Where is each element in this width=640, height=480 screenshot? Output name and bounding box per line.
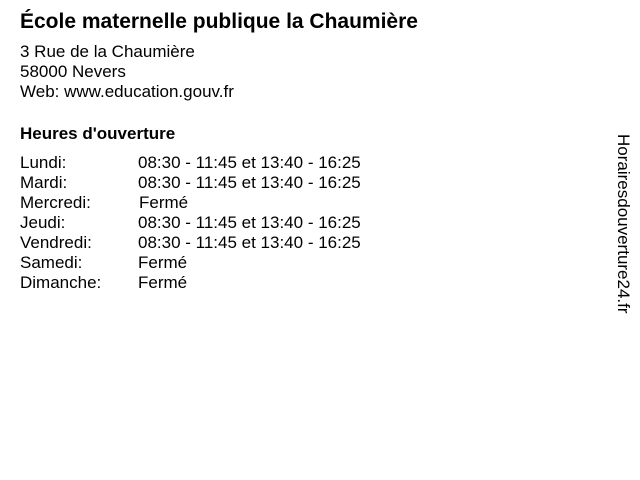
day-label: Mardi: <box>20 173 68 192</box>
website-link[interactable]: Web: www.education.gouv.fr <box>20 82 234 101</box>
day-label: Mercredi: <box>20 193 91 212</box>
day-hours: Fermé <box>139 193 189 212</box>
address-street: 3 Rue de la Chaumière <box>20 42 195 61</box>
site-watermark: Horairesdouverture24.fr <box>614 134 633 314</box>
day-label: Lundi: <box>20 153 67 172</box>
day-hours: 08:30 - 11:45 et 13:40 - 16:25 <box>138 233 361 252</box>
day-label: Samedi: <box>20 253 83 272</box>
day-hours: 08:30 - 11:45 et 13:40 - 16:25 <box>138 153 361 172</box>
address-block <box>20 42 234 102</box>
day-hours: Fermé <box>138 273 188 292</box>
day-hours: Fermé <box>138 253 188 272</box>
page-title: École maternelle publique la Chaumière <box>20 10 418 33</box>
day-label: Vendredi: <box>20 233 92 252</box>
day-label: Jeudi: <box>20 213 66 232</box>
day-hours: 08:30 - 11:45 et 13:40 - 16:25 <box>138 173 361 192</box>
address-city: 58000 Nevers <box>20 62 126 81</box>
day-label: Dimanche: <box>20 273 102 292</box>
opening-hours-heading: Heures d'ouverture <box>20 124 176 143</box>
day-hours: 08:30 - 11:45 et 13:40 - 16:25 <box>138 213 361 232</box>
